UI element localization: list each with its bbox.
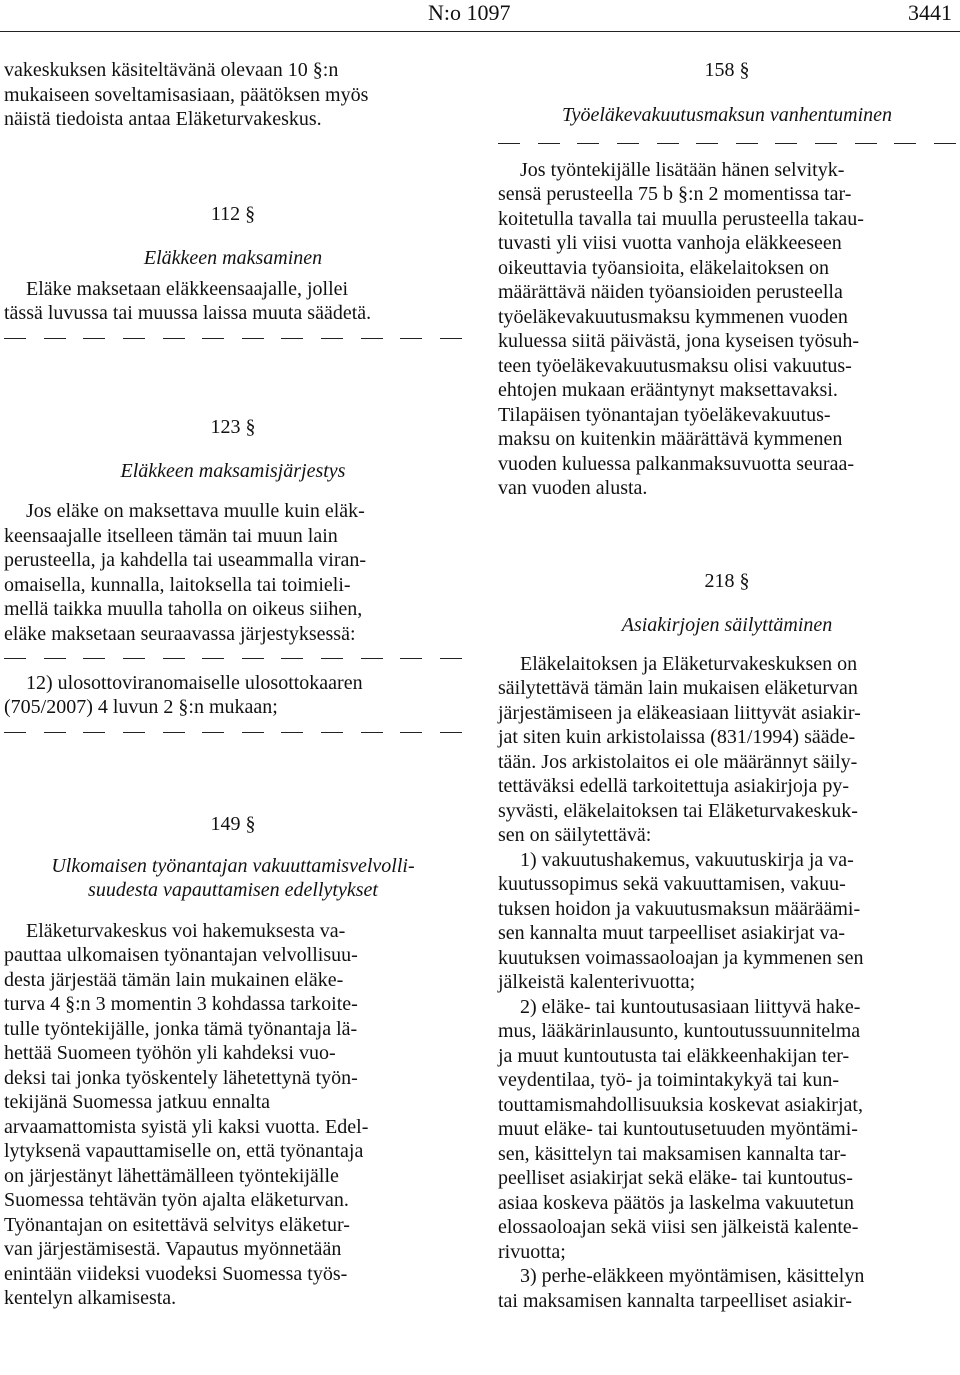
dash <box>242 732 264 733</box>
dash <box>934 143 956 144</box>
section-218-item-3 <box>498 1264 956 1313</box>
right-column <box>498 58 956 1313</box>
dash <box>321 338 343 339</box>
section-123-title: Eläkkeen maksamisjärjestys <box>120 459 346 482</box>
text-line: tettäväksi edellä tarkoitettuja asiakirjoja py- <box>498 775 849 797</box>
text-line: turva 4 §:n 3 momentin 3 kohdassa tarkoite- <box>4 993 358 1015</box>
text-line: kuutussopimus sekä vakuuttamisen, vakuu- <box>498 873 846 895</box>
text-line: oikeuttavia työansioita, eläkelaitoksen on <box>498 256 830 279</box>
text-line: tulle työntekijälle, jonka tämä työnantaja lä- <box>4 1017 358 1040</box>
text-line: Jos eläke on maksettava muulle kuin eläk- <box>26 500 365 522</box>
dash <box>123 338 145 339</box>
section-149-title <box>4 854 462 903</box>
text-line: peelliset asiakirjat sekä eläke- tai kuntoutus- <box>498 1167 853 1189</box>
dash <box>281 658 303 659</box>
omission-dashes <box>4 720 462 745</box>
text-line: Työnantajan on esitettävä selvitys eläketur- <box>4 1213 350 1236</box>
text-line: vakeskuksen käsiteltävänä olevaan 10 §:n <box>4 59 339 81</box>
dash <box>321 658 343 659</box>
text-line: veydentilaa, työ- ja toimintakykyä tai kun- <box>498 1069 840 1091</box>
text-line: kentelyn alkamisesta. <box>4 1287 177 1309</box>
dash <box>400 338 422 339</box>
text-line: työeläkevakuutusmaksu kymmenen vuoden <box>498 305 848 328</box>
section-123-item-12 <box>4 671 462 720</box>
text-line: Jos työntekijälle lisätään hänen selvityk- <box>520 158 845 181</box>
text-line: sen kannalta muut tarpeelliset asiakirjat va- <box>498 922 846 944</box>
text-line: Ulkomaisen työnantajan vakuuttamisvelvolli- <box>51 854 415 877</box>
text-line: Eläkelaitoksen ja Eläketurvakeskuksen on <box>520 652 858 675</box>
dash <box>83 338 105 339</box>
left-column <box>4 58 462 1311</box>
text-line: hettää Suomeen työhön yli kahdeksi vuo- <box>4 1042 336 1064</box>
omission-dashes <box>498 131 956 156</box>
text-line: keensaajalle itselleen tämän tai muun lain <box>4 524 338 547</box>
dash <box>123 732 145 733</box>
text-line: asiaa koskeva päätös ja laskelma vakuutetun <box>498 1191 854 1214</box>
text-line: deksi tai jonka työskentely lähetettynä työn- <box>4 1066 358 1089</box>
dash <box>44 338 66 339</box>
text-line: Eläketurvakeskus voi hakemuksesta va- <box>26 919 346 942</box>
text-line: suudesta vapauttamisen edellytykset <box>88 879 378 901</box>
text-line: sen, käsittelyn tai maksamisen kannalta tar- <box>498 1142 847 1165</box>
dash <box>242 658 264 659</box>
text-line: tekijänä Suomessa jatkuu ennalta <box>4 1091 271 1113</box>
dash <box>400 658 422 659</box>
dash <box>775 143 797 144</box>
text-line: sen on säilytettävä: <box>498 824 652 846</box>
text-line: Eläke maksetaan eläkkeensaajalle, jollei <box>26 277 349 300</box>
dash <box>163 338 185 339</box>
text-line: rivuotta; <box>498 1240 566 1263</box>
section-158-number: 158 § <box>704 59 750 81</box>
text-line: kuluessa siitä päivästä, jona kyseisen työsuh- <box>498 330 860 352</box>
omission-dashes <box>4 646 462 671</box>
issue-number: N:o 1097 <box>428 0 511 25</box>
text-line: van järjestämisestä. Vapautus myönnetään <box>4 1238 342 1260</box>
text-line: eläke maksetaan seuraavassa järjestyksessä: <box>4 622 356 645</box>
text-line: 1) vakuutushakemus, vakuutuskirja ja va- <box>520 848 854 871</box>
section-123-text <box>4 499 462 646</box>
section-218-item-1 <box>498 848 956 995</box>
dash <box>361 658 383 659</box>
text-line: maksu on kuitenkin määrättävä kymmenen <box>498 428 843 450</box>
dash <box>894 143 916 144</box>
dash <box>281 338 303 339</box>
text-line: desta järjestää tämän lain mukainen eläke- <box>4 968 344 991</box>
text-line: arvaamattomista syistä yli kaksi vuotta. Edel- <box>4 1115 369 1138</box>
section-123-number: 123 § <box>210 416 256 438</box>
text-line: elossaoloajan sekä viisi sen jälkeistä kalente- <box>498 1216 859 1238</box>
text-line: näistä tiedoista antaa Eläketurvakeskus. <box>4 108 322 130</box>
dash <box>4 338 26 339</box>
dash <box>321 732 343 733</box>
dash <box>361 732 383 733</box>
dash <box>440 338 462 339</box>
text-line: teen työeläkevakuutusmaksu olisi vakuutus- <box>498 354 852 377</box>
text-line: mus, lääkärinlausunto, kuntoutussuunnitelma <box>498 1020 861 1042</box>
text-line: touttamismahdollisuuksia koskevat asiakirjat, <box>498 1093 863 1116</box>
dash <box>202 338 224 339</box>
section-218-number: 218 § <box>704 569 750 592</box>
text-line: (705/2007) 4 luvun 2 §:n mukaan; <box>4 696 278 718</box>
text-line: jälkeistä kalenterivuotta; <box>498 971 696 993</box>
dash <box>696 143 718 144</box>
dash <box>242 338 264 339</box>
text-line: Tilapäisen työnantajan työeläkevakuutus- <box>498 403 831 426</box>
section-158-title: Työeläkevakuutusmaksun vanhentuminen <box>561 103 893 126</box>
text-line: syvästi, eläkelaitoksen tai Eläketurvakeskuk- <box>498 799 858 822</box>
text-line: mellä taikka muulla taholla on oikeus siihen, <box>4 598 363 620</box>
dash <box>400 732 422 733</box>
text-line: omaisella, kunnalla, laitoksella tai toimieli- <box>4 573 351 596</box>
text-line: ehtojen mukaan erääntynyt maksettavaksi. <box>498 379 838 401</box>
text-line: perusteella, ja kahdella tai useammalla viran- <box>4 549 367 571</box>
dash <box>440 732 462 733</box>
text-line: van vuoden alusta. <box>498 477 648 499</box>
dash <box>202 732 224 733</box>
dash <box>577 143 599 144</box>
dash <box>440 658 462 659</box>
text-line: tai maksamisen kannalta tarpeelliset asiakir- <box>498 1289 852 1312</box>
dash <box>202 658 224 659</box>
text-line: säilytettävä tämän lain mukaisen eläketurvan <box>498 677 858 699</box>
dash <box>44 658 66 659</box>
text-line: ja muut kuntoutusta tai eläkkeenhakijan ter- <box>498 1044 850 1067</box>
text-line: enintään viideksi vuodeksi Suomessa työs- <box>4 1262 348 1285</box>
text-line: tässä luvussa tai muussa laissa muuta säädetä. <box>4 302 372 324</box>
dash <box>163 732 185 733</box>
text-line: 2) eläke- tai kuntoutusasiaan liittyvä hake- <box>520 995 861 1018</box>
dash <box>4 732 26 733</box>
page-header <box>0 0 960 34</box>
dash <box>815 143 837 144</box>
text-line: tään. Jos arkistolaitos ei ole määrännyt säily- <box>498 750 858 773</box>
text-line: jat siten kuin arkistolaissa (831/1994) sääde- <box>498 726 856 748</box>
page-number: 3441 <box>908 0 952 25</box>
dash <box>617 143 639 144</box>
section-218-title: Asiakirjojen säilyttäminen <box>621 614 833 636</box>
section-112-title: Eläkkeen maksaminen <box>143 247 323 269</box>
text-line: Suomessa tehtävän työn ajalta eläketurvan. <box>4 1189 349 1211</box>
text-line: määrättävä näiden työansioiden perusteella <box>498 281 843 303</box>
text-line: vuoden kuluessa palkanmaksuvuotta seuraa- <box>498 452 855 475</box>
dash <box>498 143 520 144</box>
text-line: 12) ulosottoviranomaiselle ulosottokaaren <box>26 671 363 694</box>
text-line: järjestämiseen ja eläkeasiaan liittyvät asiakir- <box>498 701 861 724</box>
dash <box>123 658 145 659</box>
text-line: pauttaa ulkomaisen työnantajan velvollisuu- <box>4 944 358 966</box>
dash <box>4 658 26 659</box>
dash <box>361 338 383 339</box>
text-line: tuvasti yli viisi vuotta vanhoja eläkkeeseen <box>498 232 842 254</box>
header-rule <box>0 31 960 32</box>
dash <box>83 732 105 733</box>
dash <box>538 143 560 144</box>
section-149-number: 149 § <box>210 813 256 835</box>
section-158-text <box>498 158 956 501</box>
dash <box>736 143 758 144</box>
intro-text <box>4 58 462 132</box>
text-line: on järjestänyt lähettämälleen työntekijälle <box>4 1164 339 1187</box>
text-line: mukaiseen soveltamisasiaan, päätöksen myös <box>4 83 369 106</box>
dash <box>83 658 105 659</box>
text-line: tuksen hoidon ja vakuutusmaksun määräämi- <box>498 897 861 920</box>
text-line: 3) perhe-eläkkeen myöntämisen, käsittelyn <box>520 1265 865 1287</box>
text-line: kuutuksen voimassaoloajan ja kymmenen sen <box>498 946 864 969</box>
text-line: sensä perusteella 75 b §:n 2 momentissa tar- <box>498 183 852 205</box>
text-line: muut eläke- tai kuntoutusetuuden myöntämi- <box>498 1118 858 1140</box>
dash <box>281 732 303 733</box>
text-line: koitetulla tavalla tai muulla perusteella takau- <box>498 207 864 230</box>
text-line: lytyksenä vapauttamiselle on, että työnantaja <box>4 1140 364 1162</box>
section-218-text <box>498 652 956 848</box>
dash <box>163 658 185 659</box>
section-112-text <box>4 277 462 326</box>
section-149-text <box>4 919 462 1311</box>
section-218-item-2 <box>498 995 956 1265</box>
dash <box>855 143 877 144</box>
dash <box>44 732 66 733</box>
section-112-number: 112 § <box>210 202 256 225</box>
dash <box>657 143 679 144</box>
omission-dashes <box>4 326 462 351</box>
